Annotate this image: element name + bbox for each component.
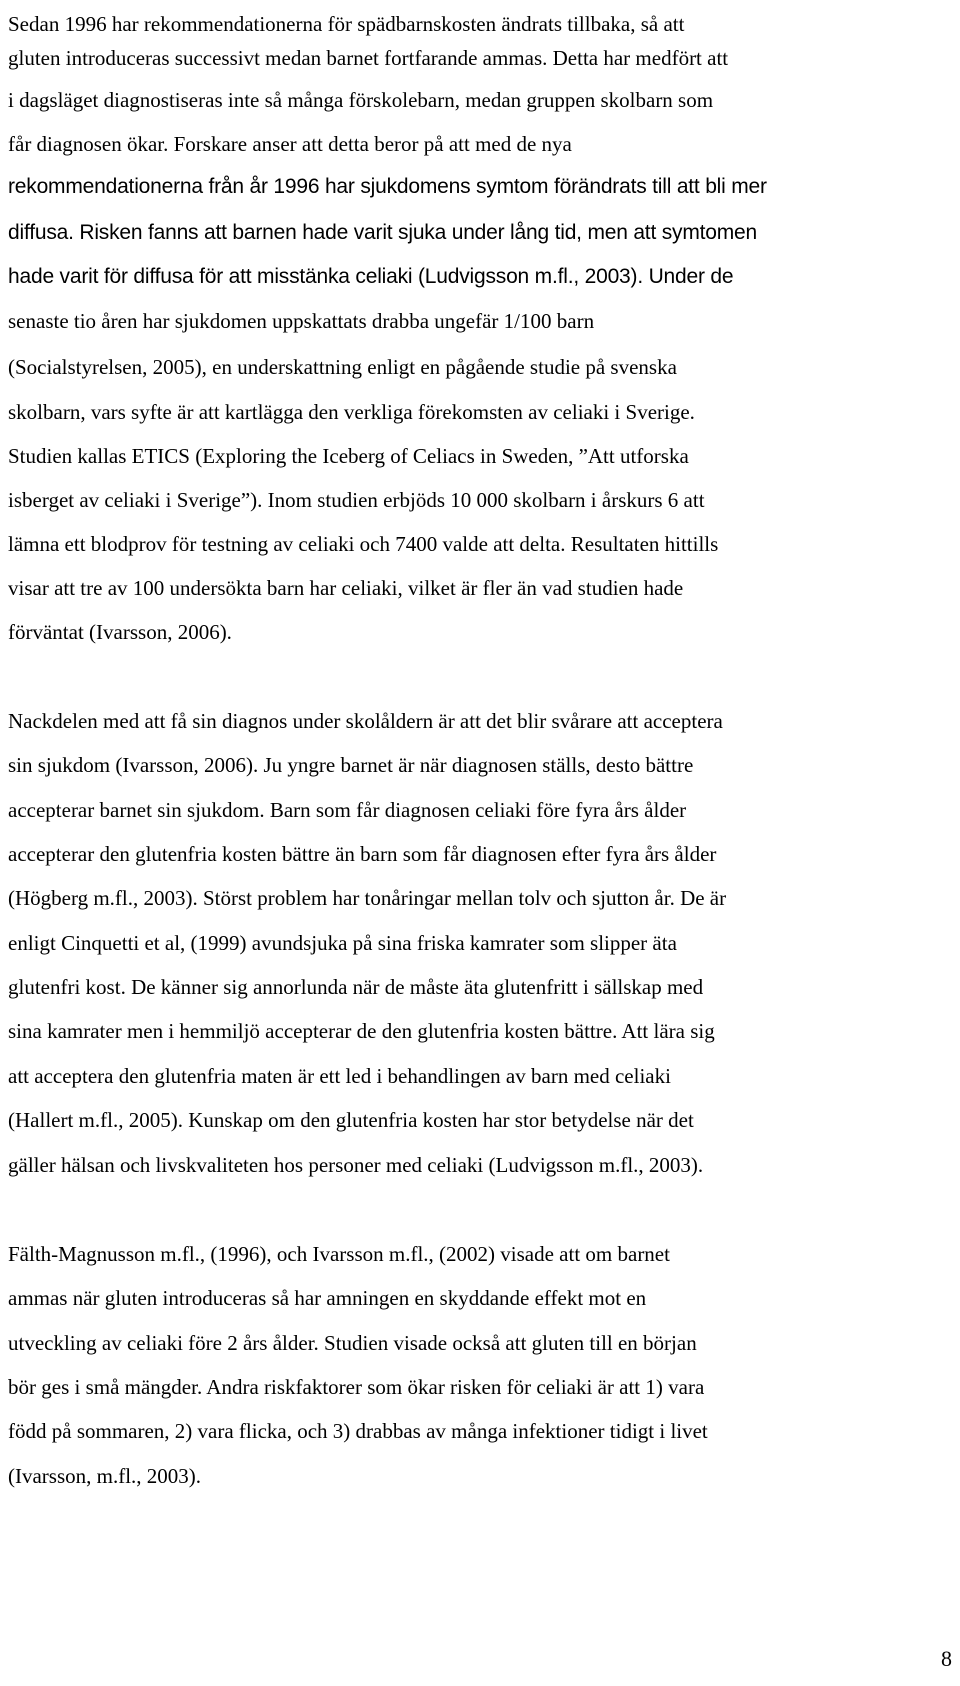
- text-line: sin sjukdom (Ivarsson, 2006). Ju yngre barnet är när diagnosen ställs, desto bättre: [8, 753, 694, 777]
- text-line: lämna ett blodprov för testning av celiaki och 7400 valde att delta. Resultaten hittills: [8, 532, 719, 556]
- text-line: accepterar barnet sin sjukdom. Barn som får diagnosen celiaki före fyra års ålder: [8, 798, 687, 822]
- text-line: senaste tio åren har sjukdomen uppskattats drabba ungefär 1/100 barn: [8, 309, 595, 333]
- text-line: gluten introduceras successivt medan barnet fortfarande ammas. Detta har medfört att: [8, 46, 729, 70]
- text-line: ammas när gluten introduceras så har amningen en skyddande effekt mot en: [8, 1286, 647, 1310]
- text-line: utveckling av celiaki före 2 års ålder. Studien visade också att gluten till en början: [8, 1331, 697, 1355]
- text-line: (Hallert m.fl., 2005). Kunskap om den glutenfria kosten har stor betydelse när det: [8, 1108, 694, 1132]
- text-line: får diagnosen ökar. Forskare anser att detta beror på att med de nya: [8, 132, 572, 156]
- page-number: 8: [941, 1646, 952, 1671]
- text-line: Sedan 1996 har rekommendationerna för spädbarnskosten ändrats tillbaka, så att: [8, 12, 685, 36]
- text-line: Fälth-Magnusson m.fl., (1996), och Ivarsson m.fl., (2002) visade att om barnet: [8, 1242, 670, 1266]
- text-line: accepterar den glutenfria kosten bättre än barn som får diagnosen efter fyra års ålder: [8, 842, 717, 866]
- text-line: bör ges i små mängder. Andra riskfaktorer som ökar risken för celiaki är att 1) vara: [8, 1375, 705, 1399]
- text-line: gäller hälsan och livskvaliteten hos personer med celiaki (Ludvigsson m.fl., 2003).: [8, 1153, 704, 1177]
- text-line: enligt Cinquetti et al, (1999) avundsjuka på sina friska kamrater som slipper äta: [8, 931, 677, 955]
- text-line: förväntat (Ivarsson, 2006).: [8, 620, 232, 644]
- text-line: diffusa. Risken fanns att barnen hade varit sjuka under lång tid, men att symtomen: [8, 221, 757, 244]
- text-line: (Högberg m.fl., 2003). Störst problem har tonåringar mellan tolv och sjutton år. De är: [8, 886, 727, 910]
- text-line: visar att tre av 100 undersökta barn har celiaki, vilket är fler än vad studien hade: [8, 576, 684, 600]
- text-line: skolbarn, vars syfte är att kartlägga den verkliga förekomsten av celiaki i Sverige.: [8, 400, 695, 424]
- text-line: isberget av celiaki i Sverige”). Inom studien erbjöds 10 000 skolbarn i årskurs 6 att: [8, 488, 705, 512]
- text-line: Nackdelen med att få sin diagnos under skolåldern är att det blir svårare att acceptera: [8, 709, 723, 733]
- text-line: (Ivarsson, m.fl., 2003).: [8, 1464, 202, 1488]
- text-line: sina kamrater men i hemmiljö accepterar de den glutenfria kosten bättre. Att lära sig: [8, 1019, 715, 1043]
- text-line: att acceptera den glutenfria maten är ett led i behandlingen av barn med celiaki: [8, 1064, 671, 1088]
- text-line: glutenfri kost. De känner sig annorlunda när de måste äta glutenfritt i sällskap med: [8, 975, 704, 999]
- text-line: hade varit för diffusa för att misstänka celiaki (Ludvigsson m.fl., 2003). Under de: [8, 265, 734, 288]
- text-line: Studien kallas ETICS (Exploring the Iceberg of Celiacs in Sweden, ”Att utforska: [8, 444, 689, 468]
- text-line: (Socialstyrelsen, 2005), en underskattning enligt en pågående studie på svenska: [8, 355, 677, 379]
- text-line: i dagsläget diagnostiseras inte så många förskolebarn, medan gruppen skolbarn som: [8, 88, 714, 112]
- text-line: född på sommaren, 2) vara flicka, och 3) drabbas av många infektioner tidigt i livet: [8, 1419, 708, 1443]
- text-line: rekommendationerna från år 1996 har sjukdomens symtom förändrats till att bli mer: [8, 175, 767, 198]
